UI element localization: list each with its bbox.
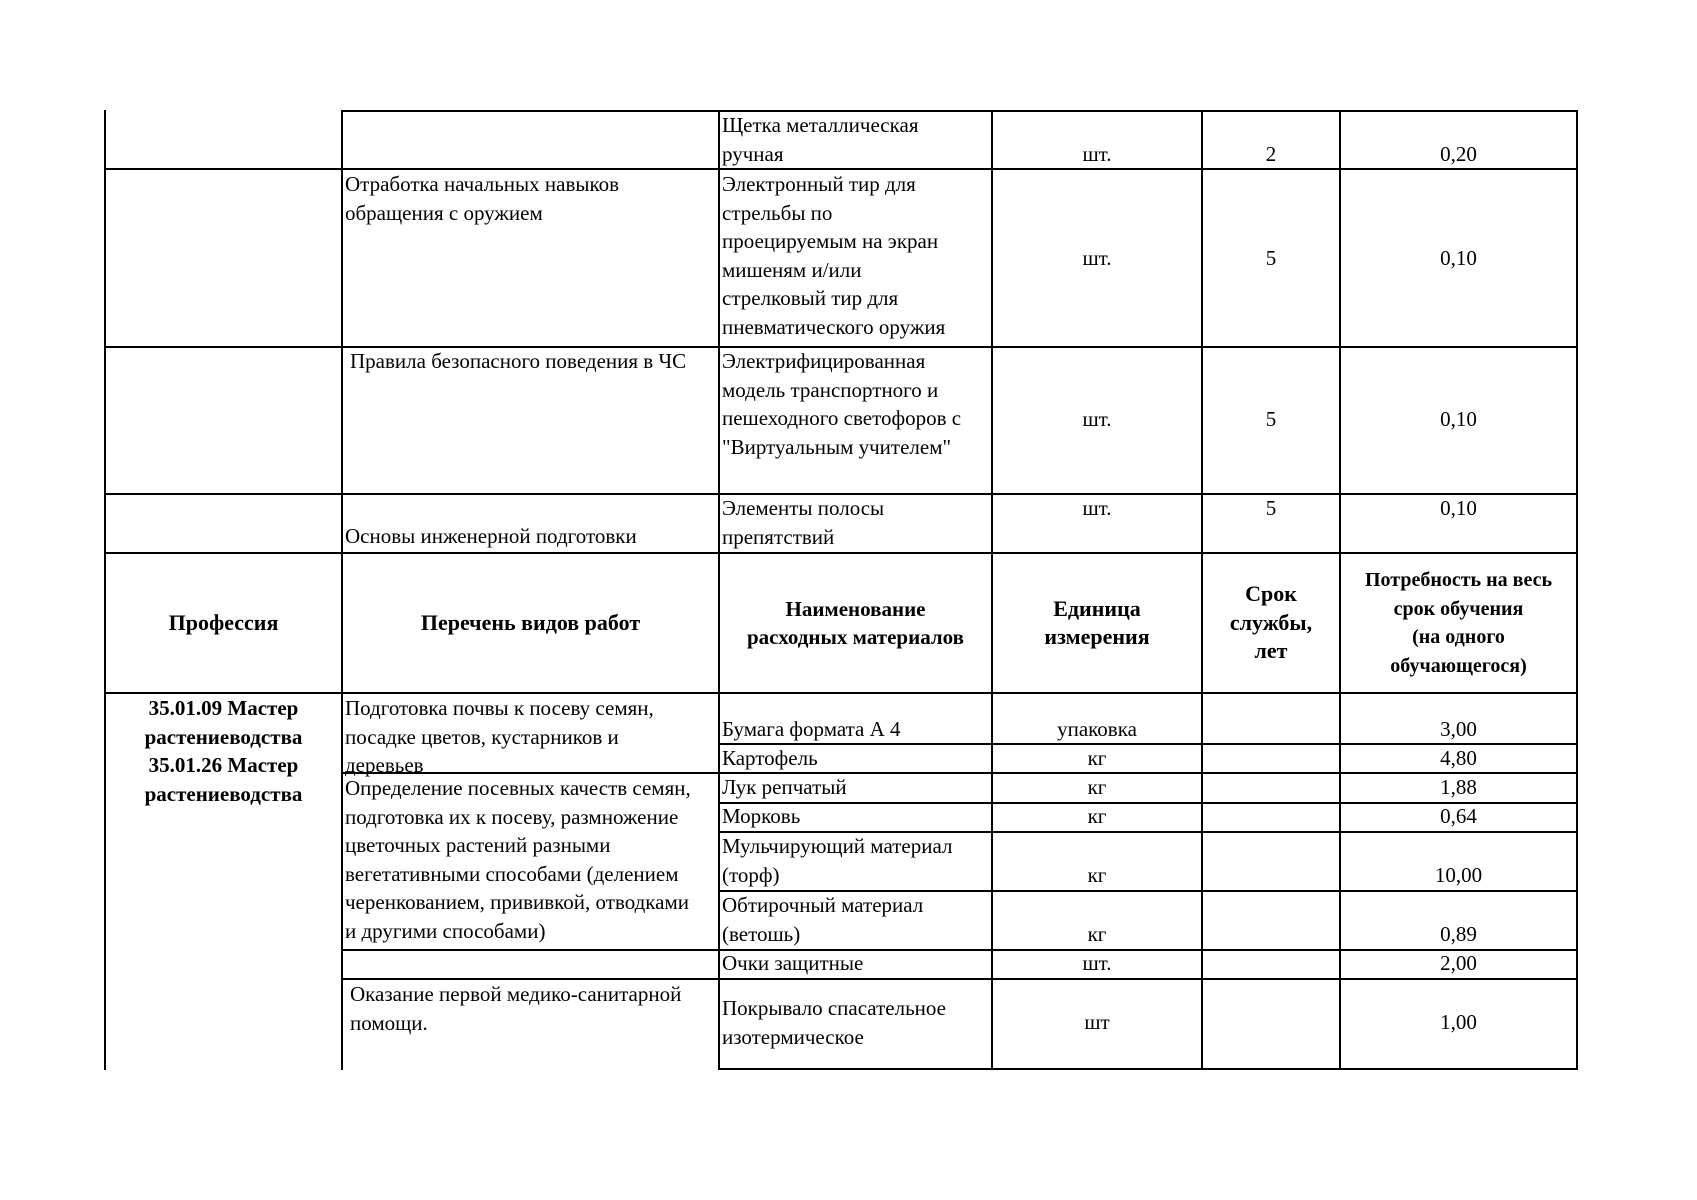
material-cell: Электрифицированная модель транспортного и пешеходного светофоров с "Виртуальным учителем" [722,349,962,459]
unit-cell: шт [1084,1010,1110,1034]
material-cell: Обтирочный материал (ветошь) [722,893,924,946]
unit-cell: кг [1087,863,1107,887]
work-cell: Основы инженерной подготовки [345,524,637,548]
material-cell: Электронный тир для стрельбы по проецируемым на экран мишеням и/или стрелковый тир для пневматического оружия [722,172,946,339]
need-cell: 0,10 [1440,407,1477,431]
need-cell: 0,20 [1440,142,1477,166]
need-cell: 1,00 [1440,1010,1477,1034]
material-cell: Картофель [722,746,818,770]
need-cell: 0,64 [1440,804,1477,828]
material-cell: Щетка металлическая ручная [722,113,919,166]
need-cell: 0,89 [1440,922,1477,946]
unit-cell: шт. [1082,246,1112,270]
table-border [341,110,1578,112]
term-cell: 5 [1265,496,1277,520]
need-cell: 1,88 [1440,775,1477,799]
need-cell: 3,00 [1440,717,1477,741]
material-cell: Бумага формата А 4 [722,717,901,741]
table-border [718,1068,1578,1070]
unit-cell: упаковка [1057,717,1137,741]
material-cell: Морковь [722,804,801,828]
table-border [1576,110,1578,1070]
work-cell: Отработка начальных навыков обращения с оружием [345,172,620,225]
unit-cell: кг [1087,922,1107,946]
need-cell: 2,00 [1440,951,1477,975]
unit-cell: шт. [1082,951,1112,975]
work-cell: Подготовка почвы к посеву семян, посадке цветов, кустарников и деревьев [345,696,654,777]
work-cell: Определение посевных качеств семян, подготовка их к посеву, размножение цветочных растений разными вегетативными способами (делением черенкованием, прививкой, отводками и другими способами) [345,776,691,943]
material-cell: Очки защитные [722,951,864,975]
material-cell: Мульчирующий материал (торф) [722,834,953,887]
unit-cell: кг [1087,746,1107,770]
header-materials: Наименование расходных материалов [746,596,964,649]
need-cell: 0,10 [1440,246,1477,270]
work-cell: Правила безопасного поведения в ЧС [350,349,687,373]
unit-cell: кг [1087,775,1107,799]
header-unit: Единица измерения [1044,595,1150,649]
need-cell: 0,10 [1440,496,1477,520]
header-need: Потребность на весь срок обучения (на одного обучающегося) [1364,569,1553,677]
need-cell: 4,80 [1440,746,1477,770]
material-cell: Лук репчатый [722,775,847,799]
material-cell: Элементы полосы препятствий [722,496,885,549]
unit-cell: шт. [1082,496,1112,520]
term-cell: 5 [1265,246,1277,270]
term-cell: 2 [1265,142,1277,166]
header-works: Перечень видов работ [420,609,641,635]
need-cell: 10,00 [1434,863,1483,887]
unit-cell: шт. [1082,142,1112,166]
term-cell: 5 [1265,407,1277,431]
unit-cell: шт. [1082,407,1112,431]
profession-cell: 35.01.09 Мастер растениеводства 35.01.26 Мастер растениеводства [144,696,303,806]
work-cell: Оказание первой медико-санитарной помощи. [350,982,682,1035]
material-cell: Покрывало спасательное изотермическое [722,996,946,1049]
header-term: Срок службы, лет [1229,581,1313,664]
unit-cell: кг [1087,804,1107,828]
header-profession: Профессия [168,609,279,635]
